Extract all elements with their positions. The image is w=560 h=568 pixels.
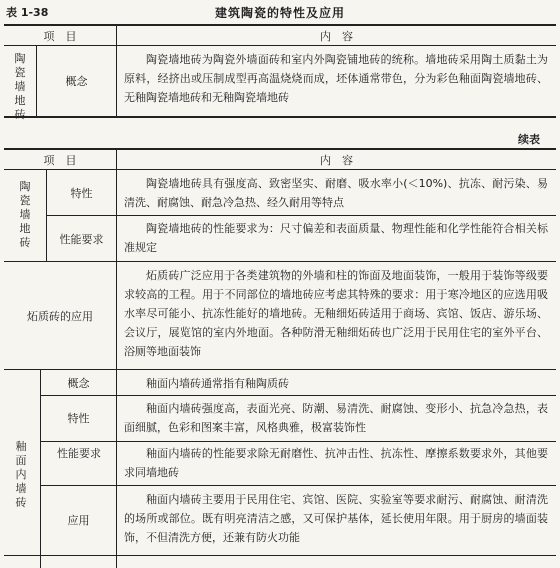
- section4-row1-label: 概念: [67, 377, 90, 390]
- section3-text: 炻质砖广泛应用于各类建筑物的外墙和柱的饰面及地面装饰，一般用于装饰等级要求较高的工程。用于不同部位的墙地砖应考虑其特殊的要求：用于寒冷地区的应选用吸水率尽可能小、抗冻性能好的墙地砖。无釉细炻砖适用于商场、宾馆、饭店、游乐场、会议厅，展览馆的室内外地面。各种防滑无釉细炻砖也广泛用于民用住宅的室外平台、浴厕等地面装饰: [124, 269, 548, 358]
- section4-row1-text: 釉面内墙砖通常指有釉陶质砖: [146, 377, 289, 390]
- section2-category: 陶瓷墙地砖: [19, 180, 31, 249]
- table1-header-content: 内 容: [320, 30, 353, 43]
- section4-row3-text: 釉面内墙砖的性能要求除无耐磨性、抗冲击性、抗冻性、摩擦系数要求外，其他要求同墙地砖: [124, 447, 548, 479]
- table1-row-label: 概念: [65, 75, 88, 88]
- table2-top-rule: [4, 148, 556, 150]
- table-label: 表 1-38: [6, 6, 49, 19]
- section2-row-rule: [46, 215, 556, 216]
- section2-row1-label: 特性: [70, 187, 93, 200]
- table2-header-item: 项 目: [43, 154, 77, 167]
- section2-bottom-rule: [4, 261, 556, 262]
- section3-label: 炻质砖的应用: [27, 310, 93, 323]
- section4-row-rule-1: [40, 395, 556, 396]
- section4-row4-label: 应用: [67, 514, 90, 527]
- section4-row2-text: 釉面内墙砖强度高，表面光亮、防潮、易清洗、耐腐蚀、变形小、抗急冷急热，表面细腻，色彩和图案丰富，风格典雅，极富装饰性: [124, 402, 548, 434]
- table1-category: 陶瓷墙地砖: [14, 52, 26, 121]
- table-title: 建筑陶瓷的特性及应用: [214, 6, 345, 20]
- table2-col-divider: [116, 149, 117, 568]
- section2-row1-text: 陶瓷墙地砖具有强度高、致密坚实、耐磨、吸水率小(＜10%)、抗冻、耐污染、易清洗、耐腐蚀、耐急冷急热、经久耐用等特点: [124, 177, 548, 209]
- table2-header-content: 内 容: [320, 154, 353, 167]
- section4-row3-label: 性能要求: [57, 447, 101, 460]
- continued-label: 续表: [518, 133, 540, 146]
- section4-row4-text: 釉面内墙砖主要用于民用住宅、宾馆、医院、实验室等要求耐污、耐腐蚀、耐清洗的场所或部位。既有明亮清洁之感，又可保护基体，延长使用年限。用于厨房的墙面装饰，不但清洗方便，还兼有防火功能: [124, 493, 548, 544]
- table1-row-text: 陶瓷墙地砖为陶瓷外墙面砖和室内外陶瓷铺地砖的统称。墙地砖采用陶土质黏土为原料，经挤出或压制成型再高温烧烧而成，坯体通常带色，分为彩色釉面陶瓷墙地砖、无釉陶瓷墙地砖和无釉陶瓷墙地砖: [124, 53, 548, 104]
- section4-sub-divider: [40, 370, 41, 568]
- section2-row2-text: 陶瓷墙地砖的性能要求为：尺寸偏差和表面质量、物理性能和化学性能符合相关标准规定: [124, 222, 548, 254]
- section4-bottom-rule: [4, 555, 556, 556]
- section3-bottom-rule: [4, 369, 556, 370]
- section4-category: 釉面内墙砖: [15, 440, 27, 509]
- section4-row-rule-3: [40, 485, 556, 486]
- section2-row2-label: 性能要求: [59, 233, 104, 246]
- table1-bottom-rule: [4, 116, 556, 118]
- table1-top-rule: [4, 24, 556, 26]
- table1-header-item: 项 目: [43, 30, 77, 43]
- section4-row-rule-2: [40, 441, 556, 442]
- section4-row2-label: 特性: [67, 412, 90, 425]
